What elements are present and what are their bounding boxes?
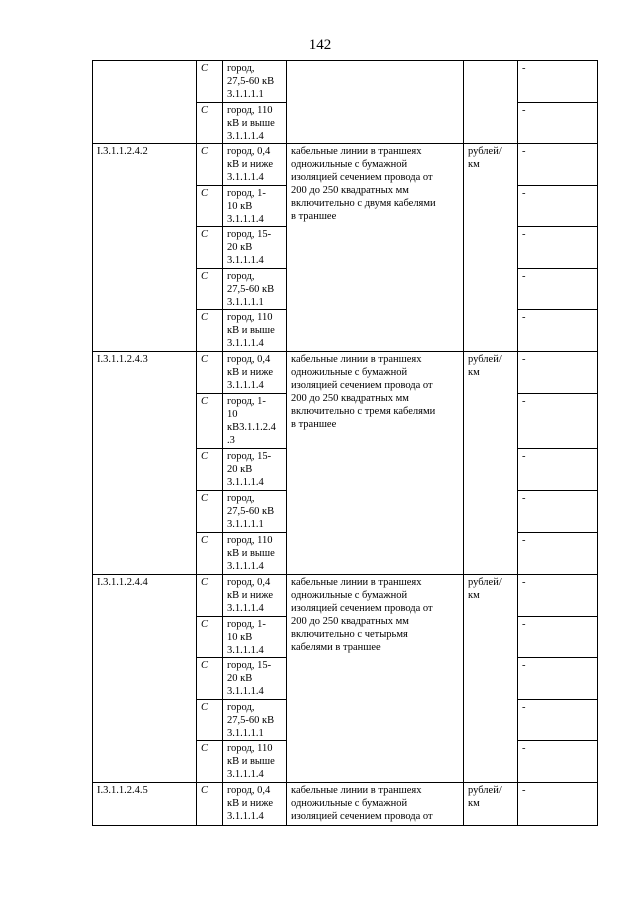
voltage-level-cell: город, 110 кВ и выше 3.1.1.1.4 xyxy=(223,310,287,352)
value-cell: - xyxy=(518,269,598,310)
unit-cell: рублей/ км xyxy=(464,144,518,352)
value-cell: - xyxy=(518,491,598,533)
value-cell: - xyxy=(518,617,598,658)
voltage-level-cell: город, 110 кВ и выше 3.1.1.1.4 xyxy=(223,103,287,144)
voltage-level-cell: город, 0,4 кВ и ниже 3.1.1.1.4 xyxy=(223,144,287,186)
letter-cell: C xyxy=(197,741,223,783)
voltage-level-cell: город, 1- 10 кВ 3.1.1.1.4 xyxy=(223,617,287,658)
letter-cell: C xyxy=(197,61,223,103)
value-cell: - xyxy=(518,575,598,617)
letter-cell: C xyxy=(197,394,223,449)
voltage-level-cell: город, 15- 20 кВ 3.1.1.1.4 xyxy=(223,449,287,491)
voltage-level-cell: город, 27,5-60 кВ 3.1.1.1.1 xyxy=(223,491,287,533)
table-row xyxy=(93,352,598,394)
code-cell: I.3.1.1.2.4.2 xyxy=(93,144,197,352)
value-cell: - xyxy=(518,310,598,352)
letter-cell: C xyxy=(197,103,223,144)
table-row xyxy=(93,144,598,186)
voltage-level-cell: город, 27,5-60 кВ 3.1.1.1.1 xyxy=(223,700,287,741)
description-cell: кабельные линии в траншеях одножильные с бумажной изоляцией сечением провода от xyxy=(287,783,464,826)
letter-cell: C xyxy=(197,783,223,826)
value-cell: - xyxy=(518,700,598,741)
voltage-level-cell: город, 15- 20 кВ 3.1.1.1.4 xyxy=(223,227,287,269)
voltage-level-cell: город, 0,4 кВ и ниже 3.1.1.1.4 xyxy=(223,352,287,394)
voltage-level-cell: город, 110 кВ и выше 3.1.1.1.4 xyxy=(223,533,287,575)
tariff-table xyxy=(92,60,598,826)
unit-cell xyxy=(464,61,518,144)
letter-cell: C xyxy=(197,491,223,533)
code-cell: I.3.1.1.2.4.5 xyxy=(93,783,197,826)
value-cell: - xyxy=(518,533,598,575)
letter-cell: C xyxy=(197,700,223,741)
description-cell: кабельные линии в траншеях одножильные с бумажной изоляцией сечением провода от 200 до 250 квадратных мм включительно с четырьмя кабелями в траншее xyxy=(287,575,464,783)
voltage-level-cell: город, 0,4 кВ и ниже 3.1.1.1.4 xyxy=(223,783,287,826)
table-row xyxy=(93,575,598,617)
description-cell: кабельные линии в траншеях одножильные с бумажной изоляцией сечением провода от 200 до 250 квадратных мм включительно с двумя кабелями в траншее xyxy=(287,144,464,352)
voltage-level-cell: город, 110 кВ и выше 3.1.1.1.4 xyxy=(223,741,287,783)
letter-cell: C xyxy=(197,617,223,658)
voltage-level-cell: город, 15- 20 кВ 3.1.1.1.4 xyxy=(223,658,287,700)
voltage-level-cell: город, 1- 10 кВ 3.1.1.1.4 xyxy=(223,186,287,227)
letter-cell: C xyxy=(197,227,223,269)
letter-cell: C xyxy=(197,269,223,310)
code-cell xyxy=(93,61,197,144)
voltage-level-cell: город, 1- 10 кВ3.1.1.2.4 .3 xyxy=(223,394,287,449)
unit-cell: рублей/ км xyxy=(464,575,518,783)
value-cell: - xyxy=(518,449,598,491)
value-cell: - xyxy=(518,658,598,700)
description-cell: кабельные линии в траншеях одножильные с бумажной изоляцией сечением провода от 200 до 250 квадратных мм включительно с тремя кабелями в траншее xyxy=(287,352,464,575)
letter-cell: C xyxy=(197,658,223,700)
letter-cell: C xyxy=(197,352,223,394)
letter-cell: C xyxy=(197,449,223,491)
table-row xyxy=(93,61,598,103)
value-cell: - xyxy=(518,61,598,103)
value-cell: - xyxy=(518,783,598,826)
voltage-level-cell: город, 27,5-60 кВ 3.1.1.1.1 xyxy=(223,269,287,310)
value-cell: - xyxy=(518,186,598,227)
letter-cell: C xyxy=(197,310,223,352)
letter-cell: C xyxy=(197,144,223,186)
value-cell: - xyxy=(518,144,598,186)
tariff-table-body xyxy=(93,61,598,826)
voltage-level-cell: город, 0,4 кВ и ниже 3.1.1.1.4 xyxy=(223,575,287,617)
letter-cell: C xyxy=(197,575,223,617)
unit-cell: рублей/ км xyxy=(464,352,518,575)
code-cell: I.3.1.1.2.4.3 xyxy=(93,352,197,575)
letter-cell: C xyxy=(197,186,223,227)
description-cell xyxy=(287,61,464,144)
voltage-level-cell: город, 27,5-60 кВ 3.1.1.1.1 xyxy=(223,61,287,103)
value-cell: - xyxy=(518,394,598,449)
value-cell: - xyxy=(518,352,598,394)
value-cell: - xyxy=(518,103,598,144)
table-row xyxy=(93,783,598,826)
value-cell: - xyxy=(518,227,598,269)
value-cell: - xyxy=(518,741,598,783)
code-cell: I.3.1.1.2.4.4 xyxy=(93,575,197,783)
unit-cell: рублей/ км xyxy=(464,783,518,826)
page-number: 142 xyxy=(308,37,332,53)
letter-cell: C xyxy=(197,533,223,575)
